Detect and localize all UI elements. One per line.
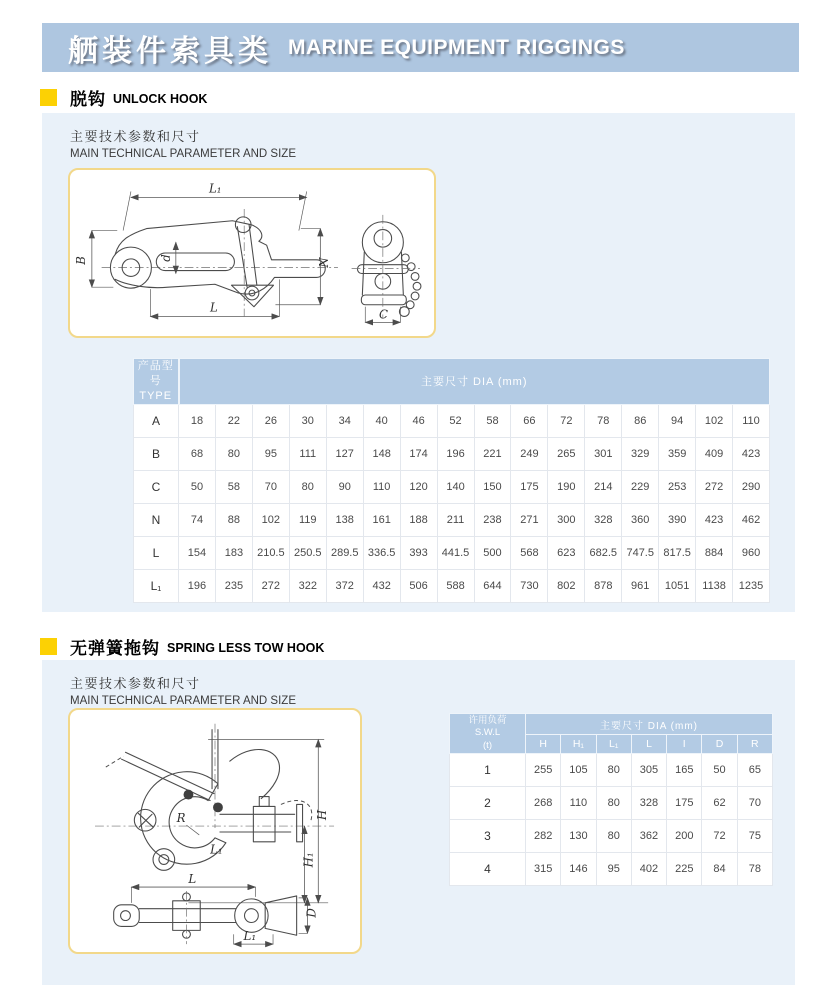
dim-label-d: D	[304, 908, 319, 918]
size-value: 268	[526, 787, 561, 820]
size-value: 75	[737, 820, 772, 853]
size-value: 84	[702, 853, 737, 886]
size-value: 146	[561, 853, 596, 886]
size-value: 138	[326, 503, 363, 536]
swl-value: 3	[450, 820, 526, 853]
size-value: 568	[511, 536, 548, 569]
size-value: 272	[252, 569, 289, 602]
size-value: 282	[526, 820, 561, 853]
size-value: 94	[659, 404, 696, 437]
size-value: 90	[326, 470, 363, 503]
size-value: 290	[733, 470, 770, 503]
table-row	[450, 853, 773, 886]
size-value: 250.5	[289, 536, 326, 569]
size-value: 1051	[659, 569, 696, 602]
size-value: 26	[252, 404, 289, 437]
dim-label-l1: L₁	[210, 842, 223, 857]
table-row	[134, 437, 770, 470]
size-value: 70	[252, 470, 289, 503]
size-value: 111	[289, 437, 326, 470]
size-value: 300	[548, 503, 585, 536]
unlock-hook-diagram-svg	[70, 170, 434, 336]
size-value: 150	[474, 470, 511, 503]
swl-header-en: S.W.L	[474, 727, 501, 739]
size-value: 960	[733, 536, 770, 569]
page-header	[42, 23, 799, 72]
size-value: 315	[526, 853, 561, 886]
size-value: 119	[289, 503, 326, 536]
swl-value: 2	[450, 787, 526, 820]
size-value: 214	[585, 470, 622, 503]
subtitle-en: MAIN TECHNICAL PARAMETER AND SIZE	[70, 148, 296, 160]
size-value: 40	[363, 404, 400, 437]
size-value: 50	[179, 470, 216, 503]
column-header: H₁	[561, 735, 596, 754]
size-value: 86	[622, 404, 659, 437]
size-value: 154	[179, 536, 216, 569]
size-value: 506	[400, 569, 437, 602]
dim-label-l: L	[188, 872, 197, 887]
size-value: 272	[696, 470, 733, 503]
type-header-zh: 产品型号	[137, 360, 174, 387]
table-row	[134, 470, 770, 503]
size-value: 623	[548, 536, 585, 569]
size-value: 238	[474, 503, 511, 536]
size-value: 72	[548, 404, 585, 437]
size-value: 360	[622, 503, 659, 536]
size-value: 110	[561, 787, 596, 820]
column-header: I	[667, 735, 702, 754]
size-value: 105	[561, 754, 596, 787]
size-value: 322	[289, 569, 326, 602]
tow-hook-size-table	[449, 713, 773, 886]
size-value: 46	[400, 404, 437, 437]
table-header-row	[134, 359, 770, 405]
section-bullet-icon	[40, 89, 57, 106]
section-title-zh: 无弹簧拖钩	[70, 638, 160, 658]
size-value: 249	[511, 437, 548, 470]
size-value: 66	[511, 404, 548, 437]
row-label: L₁	[134, 569, 179, 602]
size-value: 188	[400, 503, 437, 536]
dim-label-c: C	[378, 307, 388, 322]
table-row	[134, 569, 770, 602]
size-value: 409	[696, 437, 733, 470]
size-value: 210.5	[252, 536, 289, 569]
size-value: 500	[474, 536, 511, 569]
section-bullet-icon	[40, 638, 57, 655]
dim-label-l1b: L₁	[243, 929, 257, 944]
size-value: 88	[215, 503, 252, 536]
size-value: 175	[511, 470, 548, 503]
size-value: 50	[702, 754, 737, 787]
size-value: 328	[631, 787, 666, 820]
column-header: D	[702, 735, 737, 754]
size-value: 68	[179, 437, 216, 470]
size-value: 174	[400, 437, 437, 470]
table-row	[134, 536, 770, 569]
swl-header-zh: 许用负荷	[468, 714, 507, 726]
size-value: 301	[585, 437, 622, 470]
size-value: 423	[733, 437, 770, 470]
size-value: 802	[548, 569, 585, 602]
size-value: 884	[696, 536, 733, 569]
size-value: 80	[596, 787, 631, 820]
size-value: 183	[215, 536, 252, 569]
size-value: 30	[289, 404, 326, 437]
size-value: 140	[437, 470, 474, 503]
dia-span-header: 主要尺寸 DIA (mm)	[179, 359, 770, 405]
size-value: 22	[215, 404, 252, 437]
size-value: 359	[659, 437, 696, 470]
size-value: 102	[696, 404, 733, 437]
size-value: 961	[622, 569, 659, 602]
size-value: 644	[474, 569, 511, 602]
table-row	[450, 754, 773, 787]
size-value: 265	[548, 437, 585, 470]
size-value: 78	[585, 404, 622, 437]
size-value: 70	[737, 787, 772, 820]
size-value: 817.5	[659, 536, 696, 569]
size-value: 65	[737, 754, 772, 787]
size-value: 1235	[733, 569, 770, 602]
table-header-row	[450, 714, 773, 735]
size-value: 289.5	[326, 536, 363, 569]
size-value: 372	[326, 569, 363, 602]
size-value: 80	[215, 437, 252, 470]
size-value: 34	[326, 404, 363, 437]
size-value: 1138	[696, 569, 733, 602]
size-value: 462	[733, 503, 770, 536]
size-value: 58	[215, 470, 252, 503]
section-title-en: UNLOCK HOOK	[113, 91, 208, 106]
dia-span-header: 主要尺寸 DIA (mm)	[526, 714, 773, 735]
column-header: L₁	[596, 735, 631, 754]
size-value: 120	[400, 470, 437, 503]
type-column-header	[134, 359, 179, 405]
size-value: 221	[474, 437, 511, 470]
size-value: 80	[289, 470, 326, 503]
size-value: 225	[667, 853, 702, 886]
size-value: 62	[702, 787, 737, 820]
size-value: 393	[400, 536, 437, 569]
size-value: 110	[363, 470, 400, 503]
tow-hook-panel	[42, 660, 795, 985]
size-value: 362	[631, 820, 666, 853]
size-value: 402	[631, 853, 666, 886]
swl-value: 1	[450, 754, 526, 787]
size-value: 328	[585, 503, 622, 536]
unlock-hook-panel	[42, 113, 795, 612]
swl-value: 4	[450, 853, 526, 886]
column-header: R	[737, 735, 772, 754]
dim-label-r: R	[176, 811, 186, 826]
subtitle-en: MAIN TECHNICAL PARAMETER AND SIZE	[70, 695, 296, 707]
size-value: 95	[596, 853, 631, 886]
size-value: 148	[363, 437, 400, 470]
table-row	[450, 820, 773, 853]
type-header-en: TYPE	[139, 389, 173, 402]
size-value: 72	[702, 820, 737, 853]
section-header-unlock-hook	[40, 87, 207, 107]
size-value: 423	[696, 503, 733, 536]
row-label: N	[134, 503, 179, 536]
table-row	[450, 787, 773, 820]
size-value: 196	[437, 437, 474, 470]
size-value: 200	[667, 820, 702, 853]
size-value: 255	[526, 754, 561, 787]
size-value: 52	[437, 404, 474, 437]
dim-label-d: d	[158, 254, 173, 262]
size-value: 58	[474, 404, 511, 437]
dim-label-l1: L₁	[209, 181, 222, 196]
dim-label-n: N	[317, 257, 332, 268]
row-label: L	[134, 536, 179, 569]
swl-column-header	[450, 714, 526, 754]
unlock-hook-size-table	[133, 358, 770, 603]
table-row	[134, 404, 770, 437]
size-value: 329	[622, 437, 659, 470]
size-value: 305	[631, 754, 666, 787]
size-value: 95	[252, 437, 289, 470]
table-row	[134, 503, 770, 536]
size-value: 18	[179, 404, 216, 437]
size-value: 110	[733, 404, 770, 437]
size-value: 271	[511, 503, 548, 536]
size-value: 253	[659, 470, 696, 503]
subtitle-zh: 主要技术参数和尺寸	[70, 676, 201, 691]
swl-header-unit: (t)	[483, 739, 492, 751]
section-title-zh: 脱钩	[70, 89, 106, 109]
size-value: 161	[363, 503, 400, 536]
size-value: 80	[596, 754, 631, 787]
dim-label-l: L	[210, 300, 218, 315]
section-title-en: SPRING LESS TOW HOOK	[167, 640, 325, 655]
size-value: 165	[667, 754, 702, 787]
section-header-tow-hook	[40, 636, 324, 656]
size-value: 78	[737, 853, 772, 886]
size-value: 747.5	[622, 536, 659, 569]
size-value: 441.5	[437, 536, 474, 569]
size-value: 190	[548, 470, 585, 503]
tow-hook-diagram-svg	[70, 710, 360, 952]
size-value: 682.5	[585, 536, 622, 569]
size-value: 127	[326, 437, 363, 470]
unlock-hook-drawing	[68, 168, 436, 338]
size-value: 175	[667, 787, 702, 820]
size-value: 74	[179, 503, 216, 536]
column-header: L	[631, 735, 666, 754]
page-title-en: MARINE EQUIPMENT RIGGINGS	[288, 35, 625, 59]
size-value: 229	[622, 470, 659, 503]
size-value: 211	[437, 503, 474, 536]
size-value: 235	[215, 569, 252, 602]
size-value: 102	[252, 503, 289, 536]
dim-label-b: B	[74, 256, 89, 265]
tow-hook-drawing	[68, 708, 362, 954]
column-header: H	[526, 735, 561, 754]
parameters-subtitle	[70, 673, 296, 707]
size-value: 196	[179, 569, 216, 602]
row-label: B	[134, 437, 179, 470]
subtitle-zh: 主要技术参数和尺寸	[70, 129, 201, 144]
size-value: 878	[585, 569, 622, 602]
size-value: 80	[596, 820, 631, 853]
size-value: 390	[659, 503, 696, 536]
dim-label-h1: H₁	[301, 852, 316, 868]
row-label: A	[134, 404, 179, 437]
size-value: 336.5	[363, 536, 400, 569]
size-value: 730	[511, 569, 548, 602]
dim-label-h: H	[315, 809, 330, 821]
page-title-zh: 舾装件索具类	[68, 34, 272, 68]
size-value: 588	[437, 569, 474, 602]
size-value: 432	[363, 569, 400, 602]
parameters-subtitle	[70, 126, 296, 160]
size-value: 130	[561, 820, 596, 853]
row-label: C	[134, 470, 179, 503]
